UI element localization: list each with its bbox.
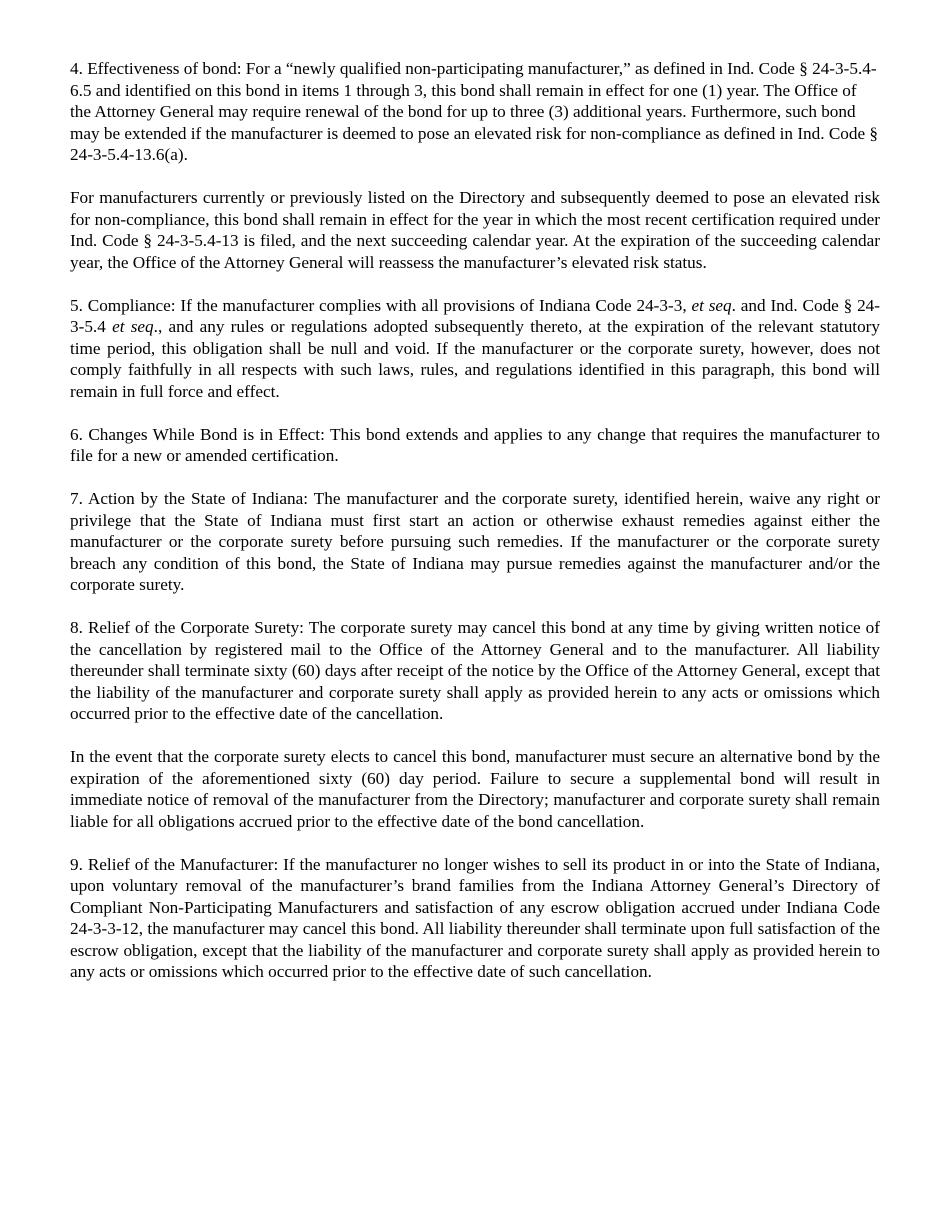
text-run: 7. Action by the State of Indiana: The manufacturer and the corporate surety, identified herein, waive any right or privilege that the State of Indiana must first start an action or otherwise exhaust remedies against either the manufacturer or the corporate surety before pursuing such remedies. If the manufacturer or the corporate surety breach any condition of this bond, the State of Indiana may pursue remedies against the manufacturer and/or the corporate surety. [70,489,880,594]
text-run: . and Ind. Code § 24-3-5.4 [70,295,880,336]
text-run: 8. Relief of the Corporate Surety: The corporate surety may cancel this bond at any time by giving written notice of the cancellation by registered mail to the Office of the Attorney General and to the manufacturer. All liability thereunder shall terminate sixty (60) days after receipt of the notice by the Office of the Attorney General, except that the liability of the manufacturer and corporate surety shall apply as provided herein to any acts or omissions which occurred prior to the effective date of the cancellation. [70,618,880,723]
text-run: 4. Effectiveness of bond: For a “newly qualified non-participating manufacturer,” as defined in Ind. Code § 24-3-5.4-6.5 and identified on this bond in items 1 through 3, this bond shall remain in effect for one (1) year. The Office of the Attorney General may require renewal of the bond for up to three (3) additional years. Furthermore, such bond may be extended if the manufacturer is deemed to pose an elevated risk for non-compliance as defined in Ind. Code § 24-3-5.4-13.6(a). [70,59,878,164]
text-run: In the event that the corporate surety elects to cancel this bond, manufacturer must secure an alternative bond by the expiration of the aforementioned sixty (60) day period. Failure to secure a supplemental bond will result in immediate notice of removal of the manufacturer from the Directory; manufacturer and corporate surety shall remain liable for all obligations accrued prior to the effective date of the bond cancellation. [70,747,880,831]
paragraph-relief-of-corporate-surety [70,617,880,725]
paragraph-surety-cancellation [70,746,880,832]
text-run: 9. Relief of the Manufacturer: If the manufacturer no longer wishes to sell its product in or into the State of Indiana, upon voluntary removal of the manufacturer’s brand families from the Indiana Attorney General’s Directory of Compliant Non-Participating Manufacturers and satisfaction of any escrow obligation accrued under Indiana Code 24-3-3-12, the manufacturer may cancel this bond. All liability thereunder shall terminate upon full satisfaction of the escrow obligation, except that the liability of the manufacturer and corporate surety shall apply as provided herein to any acts or omissions which occurred prior to the effective date of such cancellation. [70,854,880,981]
paragraph-changes-while-bond-in-effect [70,424,880,467]
paragraph-relief-of-manufacturer [70,854,880,983]
document-page [70,58,880,1004]
text-run: ., and any rules or regulations adopted subsequently thereto, at the expiration of the relevant statutory time period, this obligation shall be null and void. If the manufacturer or the corporate surety, however, does not comply faithfully in all respects with such laws, rules, and regulations identified in this paragraph, this bond will remain in full force and effect. [70,317,880,401]
paragraph-compliance [70,295,880,403]
text-run: 6. Changes While Bond is in Effect: This bond extends and applies to any change that requires the manufacturer to file for a new or amended certification. [70,424,880,465]
paragraph-elevated-risk [70,187,880,273]
paragraph-effectiveness-of-bond [70,58,880,166]
text-run: 5. Compliance: If the manufacturer complies with all provisions of Indiana Code 24-3-3, [70,295,692,315]
italic-text-run: et seq [112,317,154,336]
text-run: For manufacturers currently or previously listed on the Directory and subsequently deemed to pose an elevated risk for non-compliance, this bond shall remain in effect for the year in which the most recent certification required under Ind. Code § 24-3-5.4-13 is filed, and the next succeeding calendar year. At the expiration of the succeeding calendar year, the Office of the Attorney General will reassess the manufacturer’s elevated risk status. [70,188,880,272]
paragraph-action-by-state [70,488,880,596]
italic-text-run: et seq [691,295,732,315]
